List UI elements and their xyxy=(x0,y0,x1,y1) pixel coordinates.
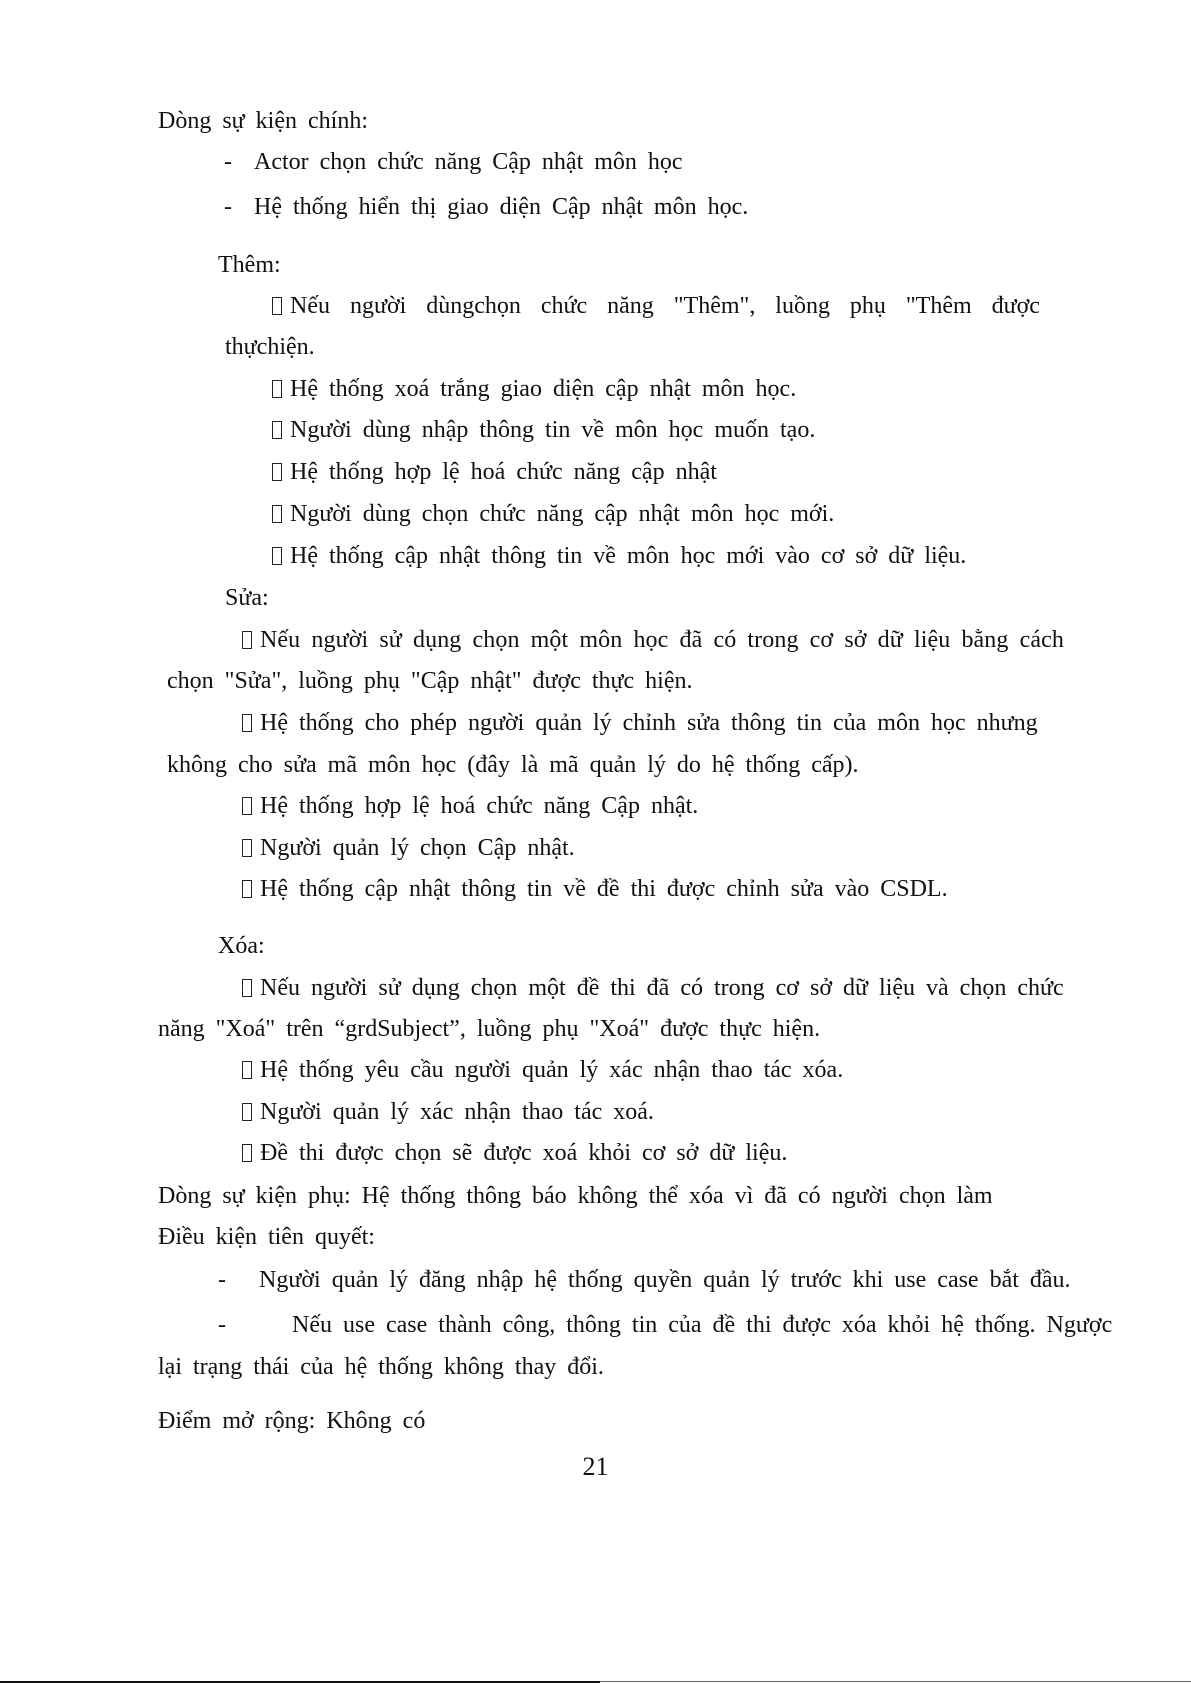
bullet-icon xyxy=(242,714,252,732)
add-heading: Thêm: xyxy=(218,252,281,278)
precondition-heading: Điều kiện tiên quyết: xyxy=(158,1224,375,1250)
main-flow-step-1: - Actor chọn chức năng Cập nhật môn học xyxy=(224,149,683,175)
main-flow-step-2: - Hệ thống hiển thị giao diện Cập nhật môn học. xyxy=(224,194,749,220)
delete-heading: Xóa: xyxy=(218,933,265,959)
bullet-icon xyxy=(242,1103,252,1121)
add-item-5: Hệ thống cập nhật thông tin về môn học mới vào cơ sở dữ liệu. xyxy=(272,541,966,571)
delete-item-1-line-1: Nếu người sử dụng chọn một đề thi đã có trong cơ sở dữ liệu và chọn chức xyxy=(242,973,1064,1003)
bullet-icon xyxy=(242,880,252,898)
edit-heading: Sửa: xyxy=(225,585,269,611)
add-intro-line-2: thựchiện. xyxy=(225,334,315,360)
bullet-icon xyxy=(272,463,282,481)
extension-point: Điểm mở rộng: Không có xyxy=(158,1408,426,1434)
add-item-4: Người dùng chọn chức năng cập nhật môn học mới. xyxy=(272,499,834,529)
bullet-icon xyxy=(242,1144,252,1162)
bullet-icon xyxy=(272,421,282,439)
bullet-icon xyxy=(242,631,252,649)
edit-item-2-line-1: Hệ thống cho phép người quản lý chỉnh sửa thông tin của môn học nhưng xyxy=(242,708,1038,738)
bullet-icon xyxy=(272,505,282,523)
bullet-icon xyxy=(272,547,282,565)
delete-item-4: Đề thi được chọn sẽ được xoá khỏi cơ sở dữ liệu. xyxy=(242,1138,787,1168)
main-flow-heading: Dòng sự kiện chính: xyxy=(158,108,368,134)
edit-item-1-line-1: Nếu người sử dụng chọn một môn học đã có trong cơ sở dữ liệu bằng cách xyxy=(242,625,1076,655)
precondition-item-1: - Người quản lý đăng nhập hệ thống quyền quản lý trước khi use case bắt đầu. xyxy=(218,1267,1071,1293)
bullet-icon xyxy=(272,380,282,398)
footer-rule xyxy=(0,1681,600,1683)
add-intro-line-1: Nếu người dùngchọn chức năng "Thêm", luồng phụ "Thêm được xyxy=(272,291,1040,321)
bullet-icon xyxy=(242,839,252,857)
bullet-icon xyxy=(242,979,252,997)
edit-item-2-line-2: không cho sửa mã môn học (đây là mã quản lý do hệ thống cấp). xyxy=(167,752,859,778)
precondition-item-2-line-2: lại trạng thái của hệ thống không thay đổi. xyxy=(158,1354,604,1380)
delete-item-3: Người quản lý xác nhận thao tác xoá. xyxy=(242,1097,654,1127)
bullet-icon xyxy=(242,797,252,815)
alt-flow: Dòng sự kiện phụ: Hệ thống thông báo không thể xóa vì đã có người chọn làm xyxy=(158,1183,993,1209)
edit-item-1-line-2: chọn "Sửa", luồng phụ "Cập nhật" được thực hiện. xyxy=(167,668,693,694)
delete-item-2: Hệ thống yêu cầu người quản lý xác nhận thao tác xóa. xyxy=(242,1055,843,1085)
delete-item-1-line-2: năng "Xoá" trên “grdSubject”, luồng phụ "Xoá" được thực hiện. xyxy=(158,1016,821,1042)
page-number: 21 xyxy=(582,1452,609,1481)
add-item-2: Người dùng nhập thông tin về môn học muốn tạo. xyxy=(272,415,815,445)
bullet-icon xyxy=(242,1061,252,1079)
footer-rule-thin xyxy=(600,1681,1191,1682)
precondition-item-2-line-1: - Nếu use case thành công, thông tin của đề thi được xóa khỏi hệ thống. Ngược xyxy=(218,1312,1113,1338)
edit-item-3: Hệ thống hợp lệ hoá chức năng Cập nhật. xyxy=(242,791,698,821)
edit-item-5: Hệ thống cập nhật thông tin về đề thi được chỉnh sửa vào CSDL. xyxy=(242,874,948,904)
add-item-3: Hệ thống hợp lệ hoá chức năng cập nhật xyxy=(272,457,717,487)
add-item-1: Hệ thống xoá trắng giao diện cập nhật môn học. xyxy=(272,374,796,404)
edit-item-4: Người quản lý chọn Cập nhật. xyxy=(242,833,575,863)
bullet-icon xyxy=(272,297,282,315)
